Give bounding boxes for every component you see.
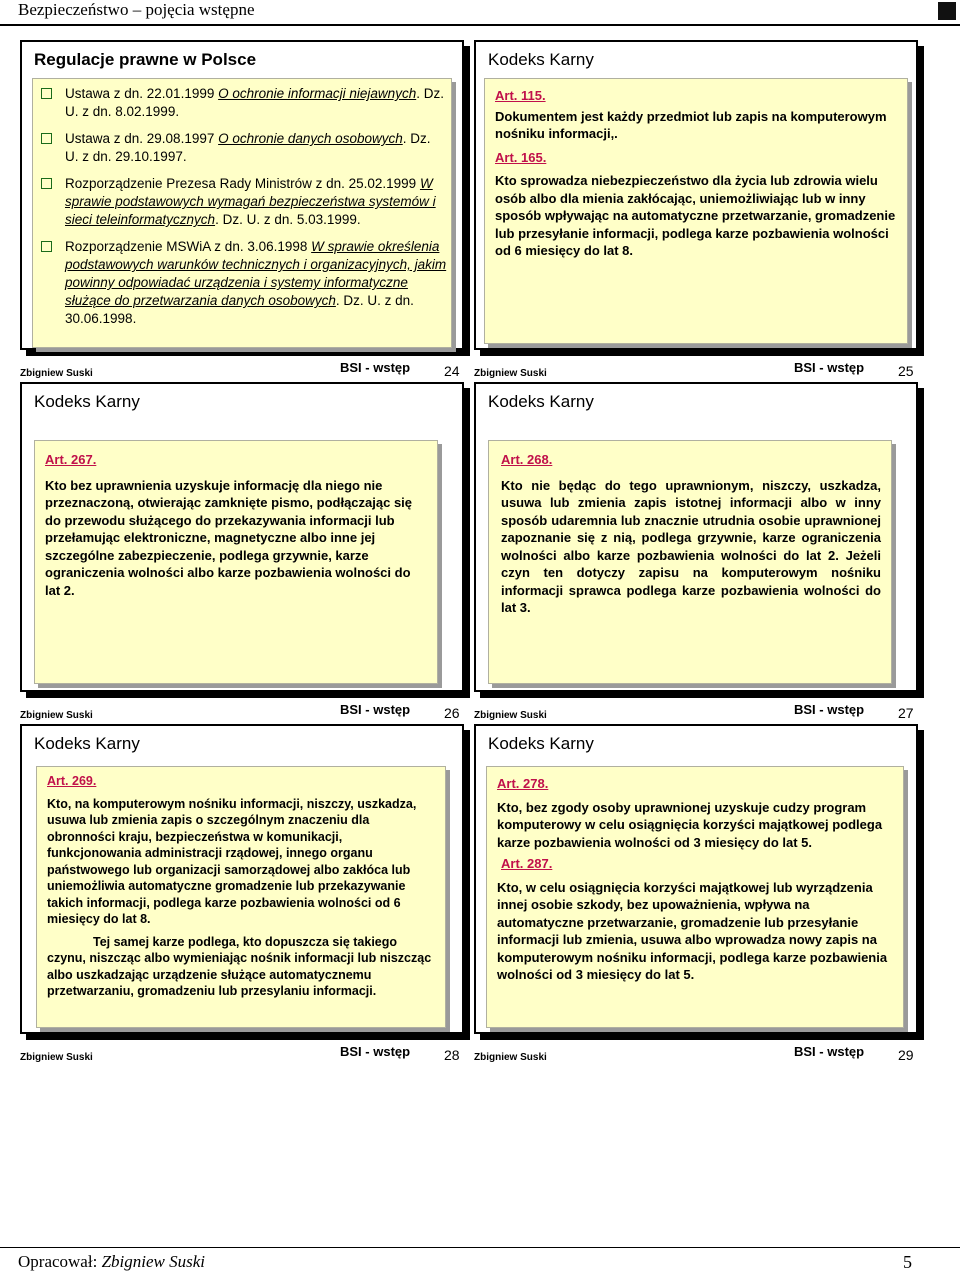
slide-number: 27 <box>898 705 914 721</box>
slide-24 <box>20 40 468 354</box>
page-footer-credit: Opracował: Zbigniew Suski <box>18 1252 205 1271</box>
article-text: Dokumentem jest każdy przedmiot lub zapis na komputerowym nośniku informacji,. <box>495 108 887 141</box>
slide-number: 26 <box>444 705 460 721</box>
slide-label: BSI - wstęp <box>340 360 411 375</box>
slide-label: BSI - wstęp <box>340 1044 411 1059</box>
content-box <box>32 78 452 348</box>
slide-26 <box>20 382 468 696</box>
slide-number: 29 <box>898 1047 914 1063</box>
list-item: Rozporządzenie MSWiA z dn. 3.06.1998 W sprawie określenia podstawowych warunków technicznych i organizacyjnych, jakim powinny odpowiadać urządzenia i systemy informatyczne służące do przetwarzania danych osobowych. Dz. U. z dn. 30.06.1998. <box>39 238 447 328</box>
list-item: Ustawa z dn. 29.08.1997 O ochronie danych osobowych. Dz. U. z dn. 29.10.1997. <box>39 130 447 166</box>
article-number: Art. 287. <box>501 856 553 871</box>
article-text: Tej samej karze podlega, kto dopuszcza się takiego czynu, niszcząc albo wymieniając nośnik informacji lub niszcząc albo uszkadzając urządzenie służące automatycznemu przetwarzaniu, gromadzeniu lub przesylaniu informacji. <box>47 934 432 998</box>
page-header-title: Bezpieczeństwo – pojęcia wstępne <box>18 0 255 19</box>
slide-29 <box>474 724 922 1038</box>
slide-28 <box>20 724 468 1038</box>
slide-frame <box>474 724 918 1034</box>
slide-number: 24 <box>444 363 460 379</box>
content-box <box>36 766 446 1028</box>
slide-27 <box>474 382 922 696</box>
article-number: Art. 267. <box>45 452 97 467</box>
article-number: Art. 268. <box>501 452 553 467</box>
slide-title: Regulacje prawne w Polsce <box>34 50 257 69</box>
slide-25 <box>474 40 922 354</box>
slide-title: Kodeks Karny <box>34 734 140 753</box>
content-box <box>34 440 438 684</box>
header-rule <box>0 24 960 26</box>
list-item: Ustawa z dn. 22.01.1999 O ochronie informacji niejawnych. Dz. U. z dn. 8.02.1999. <box>39 85 447 121</box>
article-text: Kto, na komputerowym nośniku informacji, niszczy, uszkadza, usuwa lub zmienia zapis o szczególnym znaczeniu dla obronności kraju, bezpieczeństwa w komunikacji, funkcjonowania administracji rządowej, innego organu państwowego lub organizacji samorządowej albo zakłóca lub uniemożliwia automatyczne gromadzenie lub przekazywanie takich informacji, podlega karze pozbawienia wolności od 6 miesięcy do lat 8. <box>47 796 417 926</box>
slide-frame <box>20 724 464 1034</box>
slide-author: Zbigniew Suski <box>20 368 93 379</box>
article-number: Art. 115. <box>495 88 546 103</box>
article-text: Kto, bez zgody osoby uprawnionej uzyskuje cudzy program komputerowy w celu osiągnięcia korzyści majątkowej podlega karze pozbawienia wolności od 3 miesięcy do lat 5. <box>497 799 883 850</box>
slide-frame <box>20 382 464 692</box>
slide-label: BSI - wstęp <box>794 1044 865 1059</box>
slide-author: Zbigniew Suski <box>474 368 547 379</box>
article-text: Kto sprowadza niebezpieczeństwo dla życia lub zdrowia wielu osób albo dla mienia zakłócając, uniemożliwiając lub w inny sposób wpływając na automatyczne przetwarzanie, gromadzenie lub przesyłanie informacji, podlega karze pozbawienia wolności od 6 miesięcy do lat 8. <box>495 173 896 258</box>
article-number: Art. 165. <box>495 149 547 165</box>
footer-author: Zbigniew Suski <box>101 1252 205 1271</box>
slide-title: Kodeks Karny <box>488 392 594 411</box>
content-box <box>484 78 908 344</box>
checkbox-bullet-icon <box>41 241 52 252</box>
list-item: Rozporządzenie Prezesa Rady Ministrów z dn. 25.02.1999 W sprawie podstawowych wymagań bezpieczeństwa systemów i sieci teleinformatycznych. Dz. U. z dn. 5.03.1999. <box>39 175 447 229</box>
checkbox-bullet-icon <box>41 133 52 144</box>
page-number: 5 <box>903 1252 912 1272</box>
footer-rule <box>0 1247 960 1248</box>
article-text: Kto, w celu osiągnięcia korzyści majątkowej lub wyrządzenia innej osobie szkody, bez upoważnienia, wpływa na automatyczne przetwarzanie, gromadzenie lub przesyłanie informacji lub zmienia, usuwa albo wprowadza nowy zapis na komputerowym nośniku informacji, podlega karze pozbawienia wolności od 3 miesięcy do lat 5. <box>497 879 888 982</box>
slide-title: Kodeks Karny <box>488 50 594 69</box>
slide-label: BSI - wstęp <box>794 702 865 717</box>
regulation-list <box>39 85 447 328</box>
slide-number: 28 <box>444 1047 460 1063</box>
content-box <box>486 766 904 1028</box>
slide-label: BSI - wstęp <box>794 360 865 375</box>
article-number: Art. 269. <box>47 774 97 788</box>
corner-mark <box>938 2 956 20</box>
slide-title: Kodeks Karny <box>34 392 140 411</box>
slide-frame <box>474 382 918 692</box>
checkbox-bullet-icon <box>41 88 52 99</box>
article-text: Kto bez uprawnienia uzyskuje informację dla niego nie przeznaczoną, otwierając zamknięte pismo, podłączając się do przewodu służącego do przekazywania informacji lub przełamując elektroniczne, magnetyczne albo inne jej szczególne zabezpieczenie, podlega grzywnie, karze ograniczenia wolności albo karze pozbawienia wolności do lat 2. <box>45 477 413 598</box>
article-number: Art. 278. <box>497 776 549 791</box>
slide-author: Zbigniew Suski <box>474 710 547 721</box>
article-text: Kto nie będąc do tego uprawnionym, niszczy, uszkadza, usuwa lub zmienia zapis istotnej informacji albo w inny sposób udaremnia lub znacznie utrudnia osobie uprawnionej zapoznanie się z nią, podlega grzywnie, karze ograniczenia wolności albo karze pozbawienia wolności do lat 2. Jeżeli czyn ten dotyczy zapisu na komputerowym nośniku informacji sprawca podlega karze pozbawienia wolności do lat 3. <box>501 477 881 615</box>
slide-frame <box>20 40 464 350</box>
checkbox-bullet-icon <box>41 178 52 189</box>
slide-author: Zbigniew Suski <box>20 1052 93 1063</box>
slide-label: BSI - wstęp <box>340 702 411 717</box>
slide-title: Kodeks Karny <box>488 734 594 753</box>
slide-author: Zbigniew Suski <box>474 1052 547 1063</box>
slide-frame <box>474 40 918 350</box>
slide-author: Zbigniew Suski <box>20 710 93 721</box>
content-box <box>488 440 892 684</box>
slide-number: 25 <box>898 363 914 379</box>
